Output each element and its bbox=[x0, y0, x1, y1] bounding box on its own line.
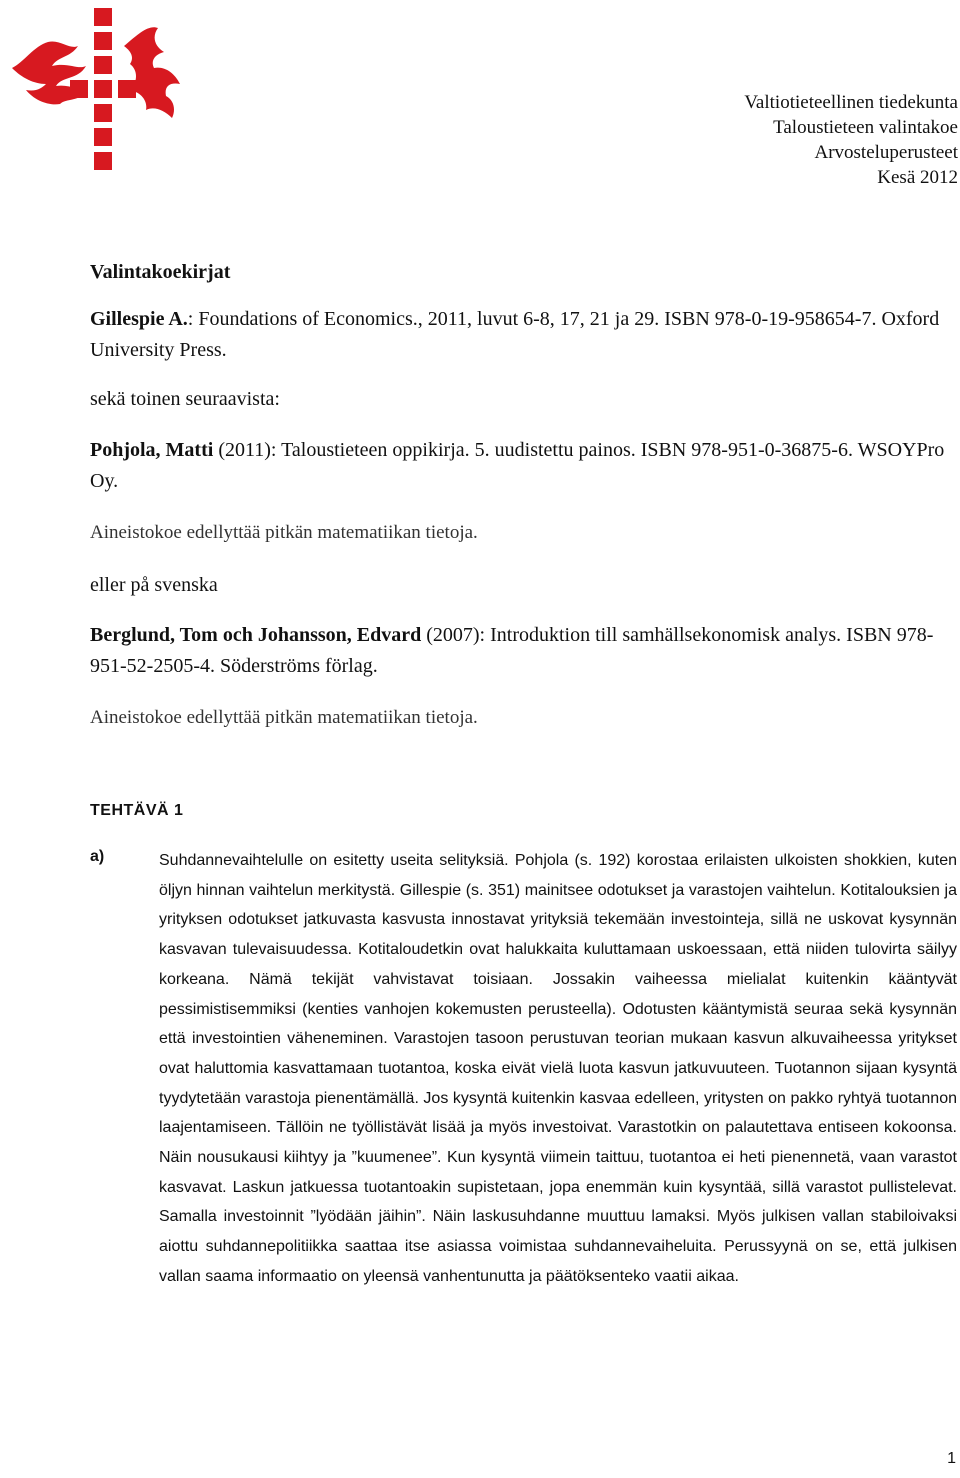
document-header bbox=[744, 90, 958, 190]
book-berglund-authors: Berglund, Tom och Johansson, Edvard bbox=[90, 624, 422, 646]
answer-a-text: Suhdannevaihtelulle on esitetty useita selityksiä. Pohjola (s. 192) korostaa erilaisten ulkoisten shokkien, kuten öljyn hinnan vaihtelun merkitystä. Gillespie (s. 351) mainitsee odotukset ja varastojen vaihtelun. Kotitalouksien ja yrityksen odotukset jatkuvasta kasvusta innostavat yrityksiä tekemään investointeja, sillä ne uskovat kysynnän kasvavan tulevaisuudessa. Kotitaloudetkin ovat halukkaita kuluttamaan uskoessaan, että niiden tulovirta säilyy korkeana. Nämä tekijät vahvistavat toisiaan. Jossakin vaiheessa mielialat kuitenkin kääntyvät pessimistisemmiksi (kenties vanhojen kokemusten perusteella). Odotusten kääntymistä seuraa sekä kysynnän että investointien väheneminen. Varastojen tasoon perustuvan teorian mukaan kasvun alkuvaiheessa yritykset ovat haluttomia kasvattamaan tuotantoa, koska eivät vielä luota kasvun jatkuvuuteen. Tuotannon sijaan kysyntä tyydytetään varastoja pienentämällä. Jos kysyntä kuitenkin kasvaa edelleen, yritysten on pakko ryhtyä tuotannon laajentamiseen. Tällöin ne työllistävät lisää ja myös investoivat. Varastotkin on palautettava entiseen kokoonsa. Näin nousukausi kiihtyy ja ”kuumenee”. Kun kysyntä viimein taittuu, tuotantoa ei heti pienennetä, vaan varastot kasvavat. Laskun jatkuessa tuotantoakin supistetaan, jopa enemmän kuin kysyntää, sillä varastot pullistelevat. Samalla investoinnit ”lyödään jäihin”. Näin laskusuhdanne muuttuu lamaksi. Myös julkisen vallan stabiloivaksi aiottu suhdannepolitiikka saattaa itse asiassa voimistaa suhdannevaiheluita. Perussyynä on se, että julkisen vallan saama informaatio on yleensä vanhentunutta ja päätöksenteko vaatii aikaa. bbox=[159, 852, 957, 1285]
book-pohjola-details: (2011): Taloustieteen oppikirja. 5. uudistettu painos. ISBN 978-951-0-36875-6. WSOYPro Oy. bbox=[90, 439, 945, 492]
page-number: 1 bbox=[947, 1450, 956, 1467]
math-requirement-note: Aineistokoe edellyttää pitkän matematiikan tietoja. bbox=[90, 707, 478, 728]
book-berglund-details: (2007): Introduktion till samhällsekonomisk analys. ISBN 978-951-52-2505-4. Söderströms förlag. bbox=[90, 624, 934, 677]
book-gillespie bbox=[90, 304, 958, 366]
task-title: TEHTÄVÄ 1 bbox=[90, 802, 184, 819]
book-berglund bbox=[90, 620, 958, 682]
book-gillespie-details: : Foundations of Economics., 2011, luvut 6-8, 17, 21 ja 29. ISBN 978-0-19-958654-7. Oxford University Press. bbox=[90, 308, 940, 361]
book-pohjola-author: Pohjola, Matti bbox=[90, 439, 214, 461]
books-heading: Valintakoekirjat bbox=[90, 261, 231, 283]
book-pohjola bbox=[90, 435, 958, 497]
university-flame-logo-icon bbox=[8, 6, 186, 174]
math-requirement-note: Aineistokoe edellyttää pitkän matematiikan tietoja. bbox=[90, 522, 478, 543]
swedish-alternative-intro: eller på svenska bbox=[90, 574, 218, 596]
document-type: Arvosteluperusteet bbox=[814, 142, 958, 163]
exam-date: Kesä 2012 bbox=[877, 167, 958, 188]
faculty-name: Valtiotieteellinen tiedekunta bbox=[744, 92, 958, 113]
choice-intro: sekä toinen seuraavista: bbox=[90, 388, 280, 410]
book-gillespie-author: Gillespie A. bbox=[90, 308, 188, 330]
exam-name: Taloustieteen valintakoe bbox=[773, 117, 958, 138]
answer-a-label: a) bbox=[90, 848, 105, 865]
